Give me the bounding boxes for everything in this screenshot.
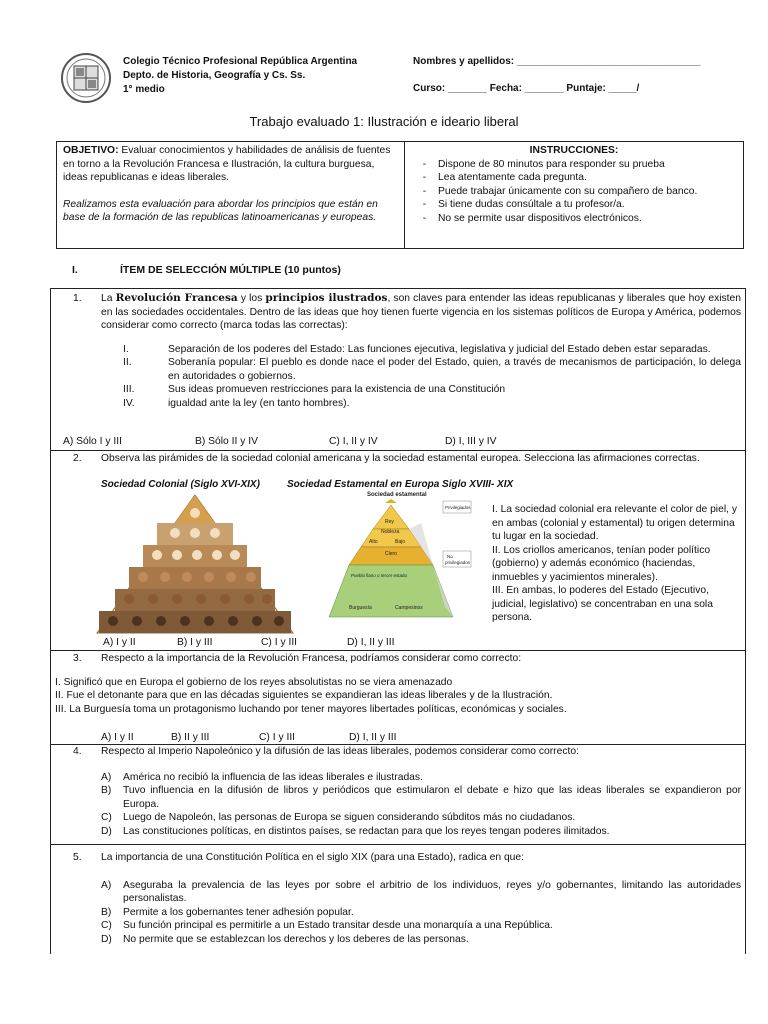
q5-option[interactable] (51, 879, 745, 906)
department: Depto. de Historia, Geografía y Cs. Ss. (123, 70, 306, 81)
question-number: 5. (73, 852, 82, 863)
instruction-text: Puede trabajar únicamente con su compañero de banco. (438, 185, 698, 197)
instruction-item: - Puede trabajar únicamente con su compañero de banco. (411, 185, 737, 199)
item-number: I. (123, 343, 129, 355)
name-field: Nombres y apellidos: _________________________________ (413, 56, 701, 67)
q4-option[interactable] (51, 811, 745, 825)
caption-colonial: Sociedad Colonial (Siglo XVI-XIX) (101, 479, 260, 490)
question-text: Observa las pirámides de la sociedad colonial americana y la sociedad estamental europea. Selecciona las afirmaciones correctas. (101, 453, 700, 464)
instruction-item: - Lea atentamente cada pregunta. (411, 171, 737, 185)
answer-option[interactable]: C) I y III (259, 732, 296, 743)
q4-option[interactable] (51, 825, 745, 839)
q1-term-revolution: Revolución Francesa (115, 292, 238, 304)
option-text: Las constituciones políticas, en distintos países, se redactan para que los reyes tengan poderes ilimitados. (123, 825, 610, 837)
objective-cell (57, 142, 405, 248)
answer-option[interactable]: C) I, II y IV (329, 436, 378, 447)
question-text: Respecto a la importancia de la Revolución Francesa, podríamos considerar como correcto: (101, 653, 522, 664)
svg-text:Bajo: Bajo (395, 539, 406, 545)
instructions-heading: INSTRUCCIONES: (529, 145, 619, 156)
option-letter: D) (101, 825, 112, 837)
answer-option[interactable]: A) Sólo I y III (63, 436, 122, 447)
instruction-text: Lea atentamente cada pregunta. (438, 172, 587, 183)
estamental-pyramid-image (325, 489, 495, 629)
option-letter: B) (101, 906, 112, 918)
instruction-text: No se permite usar dispositivos electrónicos. (438, 212, 642, 224)
question-1 (50, 288, 746, 451)
student-form (413, 55, 700, 109)
svg-text:Campesinos: Campesinos (395, 605, 423, 611)
question-5 (50, 845, 746, 954)
option-text: Su función principal es permitirle a un Estado transitar desde una monarquía a una República. (123, 920, 553, 931)
page-title: Trabajo evaluado 1: Ilustración e ideario liberal (249, 114, 519, 129)
q3-item: III. La Burguesía toma un protagonismo luchando por tener mayores libertades políticas, económicas y sociales. (55, 703, 567, 715)
answer-option[interactable]: B) II y III (171, 732, 210, 743)
item-number: III. (123, 384, 135, 395)
item-text: Soberanía popular: El pueblo es donde nace el poder del Estado, quien, a través de mecanismos de participación, lo delega en autoridades o gobiernos. (168, 357, 741, 382)
question-stem (51, 452, 745, 466)
instruction-item: - Si tiene dudas consúltale a tu profesor/a. (411, 198, 737, 212)
q5-option[interactable] (51, 919, 745, 933)
instruction-item: - Dispone de 80 minutos para responder su prueba (411, 158, 737, 172)
q5-option[interactable] (51, 933, 745, 947)
option-text: Aseguraba la prevalencia de las leyes por sobre el arbitrio de los individuos, reyes y/o gobernantes, limitando las autoridades personalistas. (123, 879, 741, 904)
q1-item (51, 383, 745, 397)
question-4 (50, 745, 746, 845)
section-number: I. (72, 264, 78, 276)
question-3 (50, 651, 746, 745)
question-number: 3. (73, 653, 82, 664)
option-text: No permite que se establezcan los derechos y los deberes de las personas. (123, 933, 469, 945)
option-letter: C) (101, 812, 112, 823)
q5-option[interactable] (51, 906, 745, 920)
objective-text (63, 144, 398, 185)
question-number: 1. (73, 293, 82, 304)
question-stem (51, 292, 745, 333)
question-stem (51, 745, 745, 759)
option-letter: D) (101, 933, 112, 945)
q3-item: I. Significó que en Europa el gobierno de los reyes absolutistas no se viera amenazado (55, 676, 453, 688)
q1-item (51, 343, 745, 357)
answer-option[interactable]: D) I, II y III (347, 637, 395, 648)
answer-option[interactable]: D) I, II y III (349, 732, 397, 743)
item-number: II. (123, 357, 132, 368)
question-stem (51, 851, 745, 865)
answer-option[interactable]: D) I, III y IV (445, 436, 497, 447)
option-letter: B) (101, 785, 112, 796)
school-name: Colegio Técnico Profesional República Argentina (123, 56, 358, 67)
svg-text:Burguesía: Burguesía (349, 605, 372, 611)
q1-answers (63, 435, 497, 449)
svg-text:Pueblo llano o tercer estado: Pueblo llano o tercer estado (351, 573, 408, 578)
objective-label: OBJETIVO: (63, 145, 119, 156)
svg-text:Clero: Clero (385, 551, 397, 557)
item-text: igualdad ante la ley (en tanto hombres). (168, 397, 350, 409)
objective-instructions-box (56, 141, 744, 249)
svg-text:Nobleza: Nobleza (381, 529, 400, 535)
statement: II. Los criollos americanos, tenían poder político (gobierno) y además económico (haciendas, inmuebles y yacimientos minerales). (492, 544, 711, 583)
q1-pre: La (101, 293, 116, 304)
question-2 (50, 451, 746, 651)
answer-option[interactable]: A) I y II (101, 732, 134, 743)
q4-option[interactable] (51, 784, 745, 811)
svg-text:privilegiados: privilegiados (445, 560, 471, 565)
statement: III. En ambas, lo poderes del Estado (Ejecutivo, judicial, legislativo) se concentraban en una sola persona. (492, 585, 713, 623)
answer-option[interactable]: C) I y III (261, 637, 298, 648)
colonial-pyramid-image (95, 493, 295, 635)
question-stem (51, 652, 745, 666)
q3-answers (101, 731, 396, 745)
question-number: 2. (73, 453, 82, 464)
option-text: América no recibió la influencia de las ideas liberales e ilustradas. (123, 771, 423, 783)
item-text: Sus ideas promueven restricciones para la existencia de una Constitución (168, 384, 506, 395)
instructions-cell (405, 142, 743, 248)
svg-text:Alto: Alto (369, 539, 378, 545)
item-number: IV. (123, 397, 135, 409)
course-date-score-field: Curso: _______ Fecha: _______ Puntaje: _____/ (413, 83, 640, 94)
question-text: Respecto al Imperio Napoleónico y la difusión de las ideas liberales, podemos considerar como correcto: (101, 746, 579, 757)
instruction-text: Si tiene dudas consúltale a tu profesor/a. (438, 199, 625, 210)
option-letter: A) (101, 879, 112, 891)
statement: I. La sociedad colonial era relevante el color de piel, y en ambas (colonial y estamental) tu origen determina tu lugar en la sociedad. (492, 504, 737, 542)
instruction-text: Dispone de 80 minutos para responder su prueba (438, 158, 665, 170)
q1-mid: y los (237, 293, 266, 304)
question-text (101, 292, 745, 333)
school-logo (60, 52, 112, 104)
grade: 1° medio (123, 84, 165, 95)
instruction-item: - No se permite usar dispositivos electrónicos. (411, 212, 737, 226)
fig-title: Sociedad estamental (367, 492, 427, 498)
option-text: Permite a los gobernantes tener adhesión popular. (123, 906, 354, 918)
question-number: 4. (73, 746, 82, 757)
section-label: ÍTEM DE SELECCIÓN MÚLTIPLE (10 puntos) (120, 264, 341, 276)
caption-estamental: Sociedad Estamental en Europa Siglo XVIII- XIX (287, 479, 514, 490)
answer-option[interactable]: B) Sólo II y IV (195, 436, 258, 447)
option-letter: A) (101, 771, 112, 783)
svg-text:Privilegiados: Privilegiados (445, 505, 471, 510)
item-text: Separación de los poderes del Estado: Las funciones ejecutiva, legislativa y judicial del Estado deben estar separadas. (168, 343, 711, 355)
answer-option[interactable]: A) I y II (103, 637, 136, 648)
school-info (123, 55, 357, 97)
q2-answers (103, 636, 394, 650)
q4-option[interactable] (51, 771, 745, 785)
objective-italic: Realizamos esta evaluación para abordar los principios que están en base de la formación de las republicas latinoamericanas y europeas. (63, 198, 378, 223)
q1-term-principles: principios ilustrados (265, 292, 388, 304)
svg-text:No: No (447, 554, 453, 559)
question-text: La importancia de una Constitución Política en el siglo XIX (para una Estado), radica en que: (101, 852, 524, 863)
objective-body: Evaluar conocimientos y habilidades de análisis de fuentes en torno a la Revolución Francesa e Ilustración, la cultura burguesa, ideas republicanas e ideas liberales. (63, 145, 391, 183)
answer-option[interactable]: B) I y III (177, 637, 213, 648)
q1-item (51, 397, 745, 411)
q1-item (51, 356, 745, 383)
q2-statements (492, 503, 742, 625)
option-text: Luego de Napoleón, las personas de Europa se siguen considerando súbditos más no ciudadanos. (123, 812, 576, 823)
option-text: Tuvo influencia en la difusión de libros y periódicos que estimularon el debate e hizo que las ideas liberales se expandieron por Europa. (123, 785, 741, 810)
option-letter: C) (101, 920, 112, 931)
svg-text:Rey: Rey (385, 519, 394, 525)
q1-post: , son claves para entender las ideas republicanas y liberales que hoy existen en las sociedades occidentales. Dentro de las ideas que hoy tienen fuerte vigencia en los sistemas políticos de Europa y América, podemos considerar como correcto (marca todas las correctas): (101, 293, 741, 331)
q3-item: II. Fue el detonante para que en las décadas siguientes se expandieran las ideas liberales y de la Ilustración. (55, 690, 553, 701)
section-heading (72, 264, 341, 276)
